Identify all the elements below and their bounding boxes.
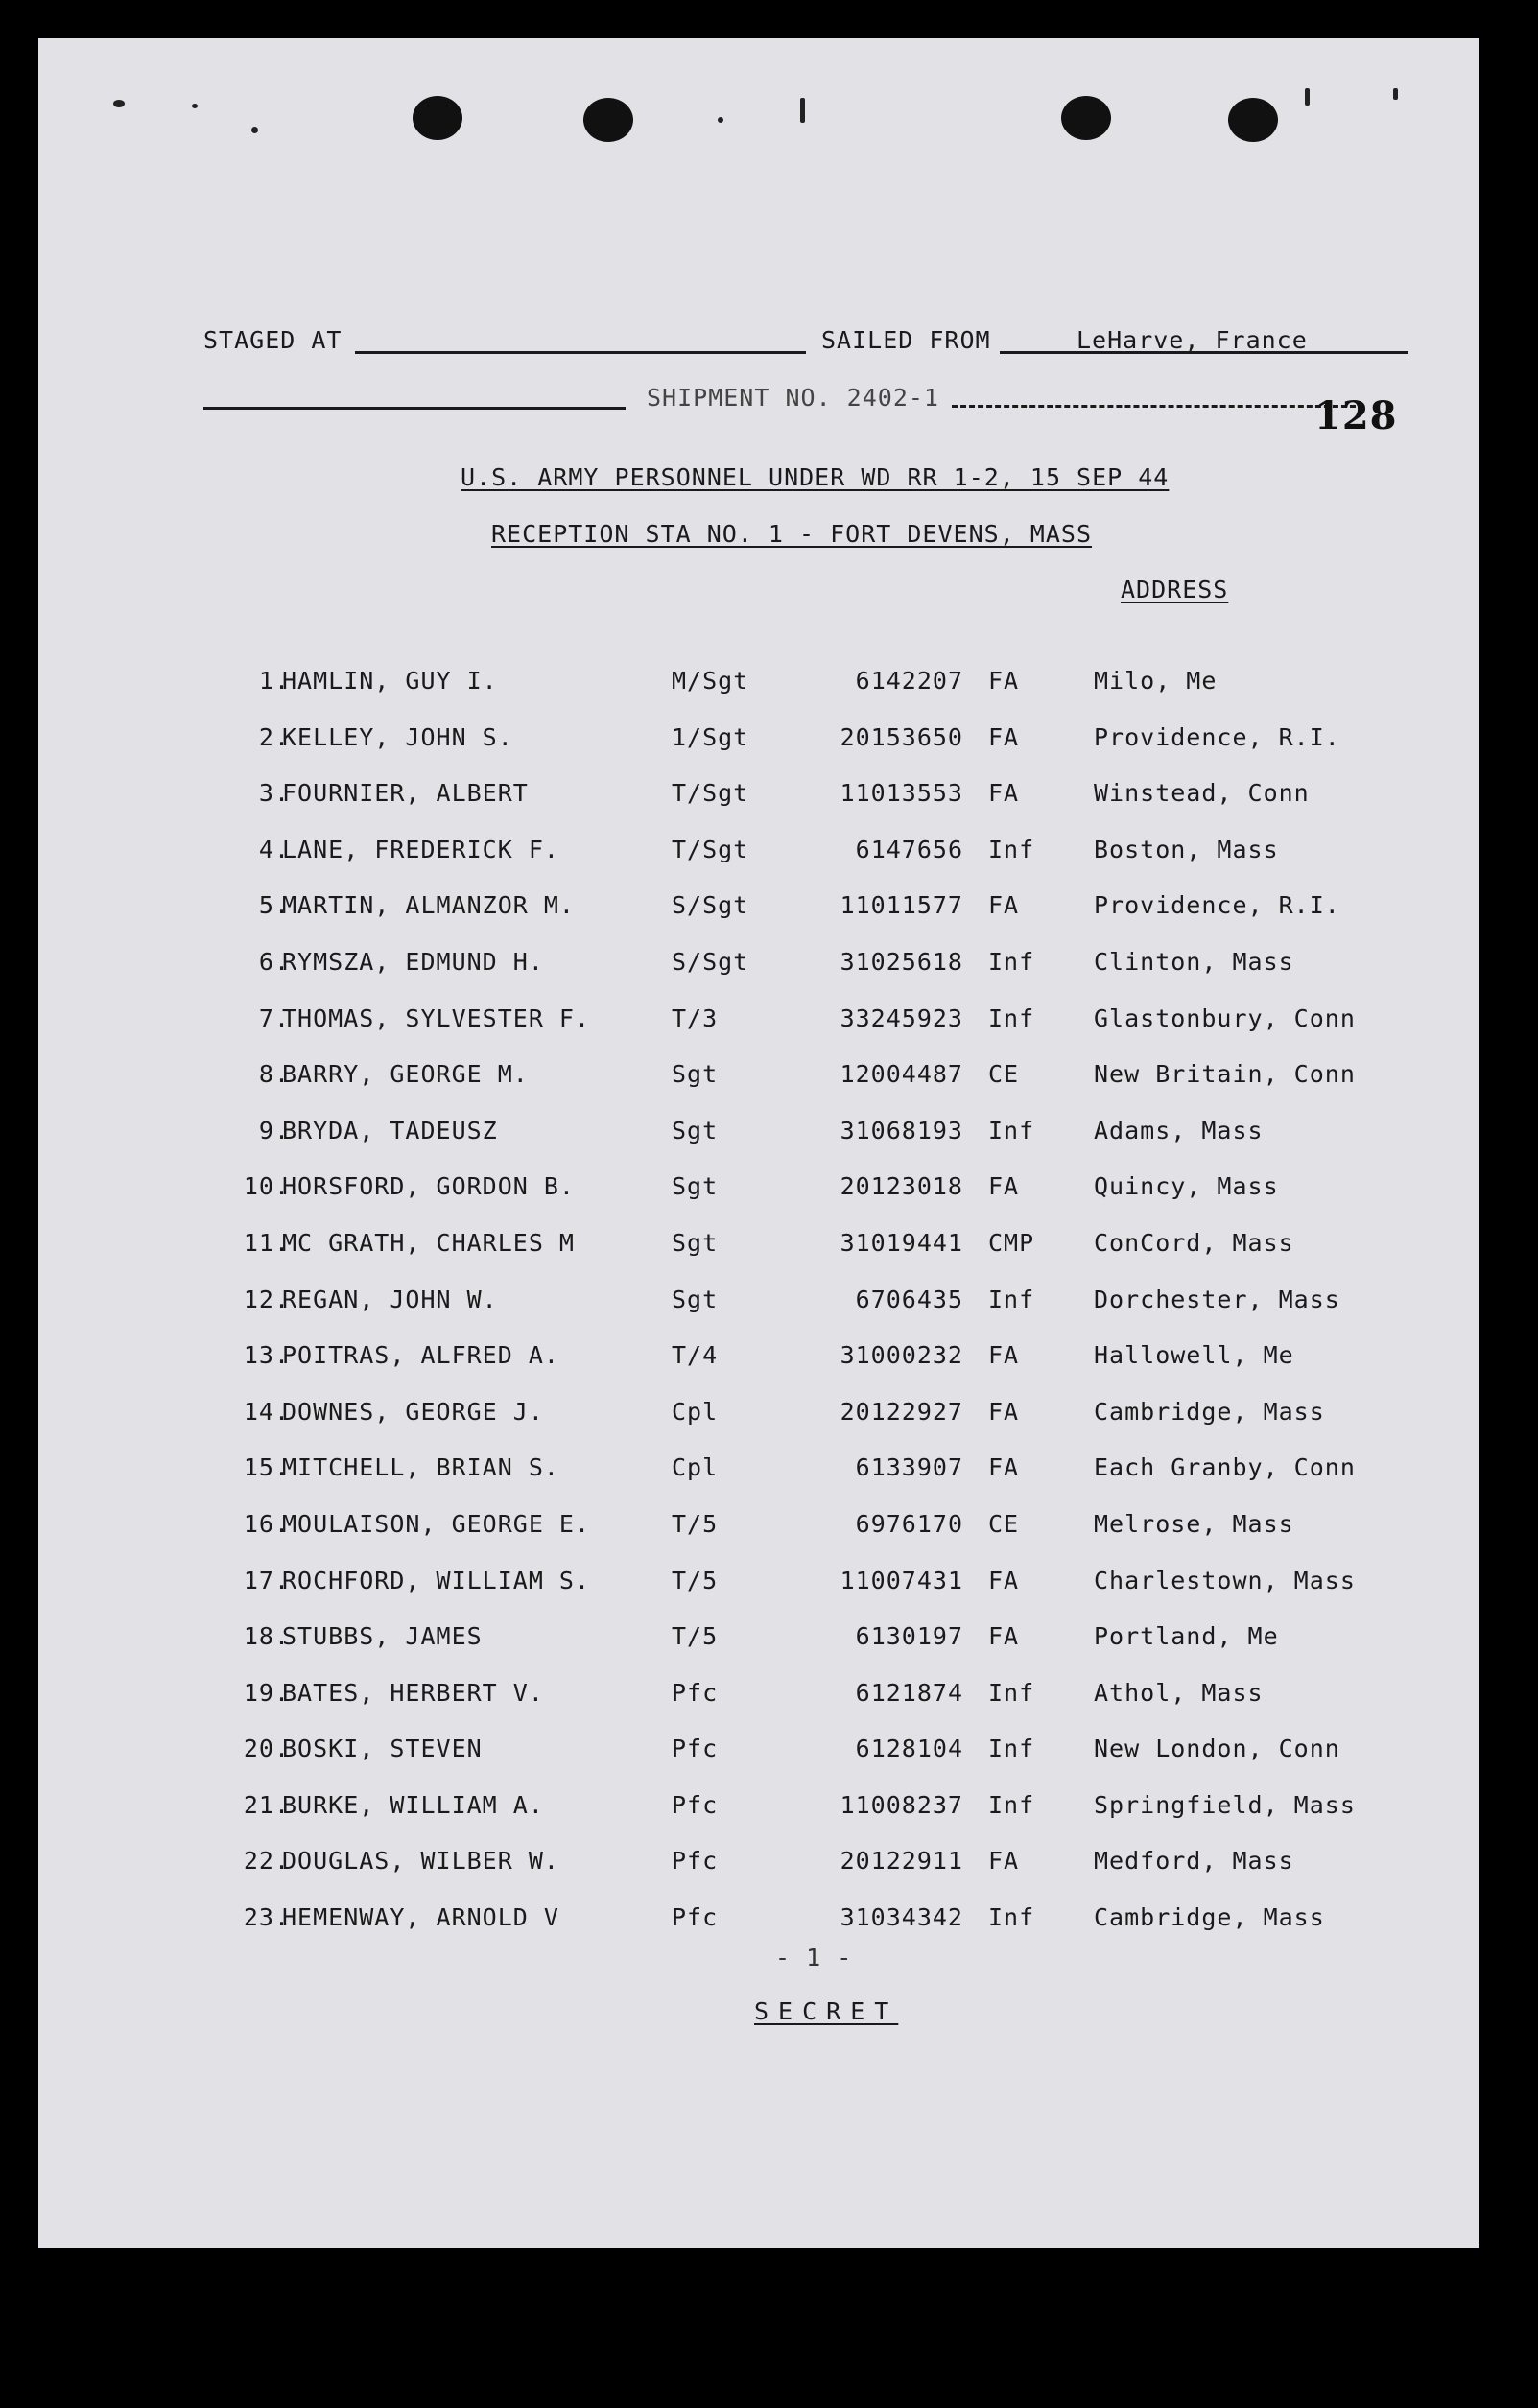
shipment-line-left (203, 407, 626, 410)
person-rank: S/Sgt (672, 947, 749, 976)
person-rank: Pfc (672, 1678, 719, 1707)
row-number: 17. (243, 1566, 290, 1594)
person-rank: Sgt (672, 1285, 719, 1313)
person-name: HORSFORD, GORDON B. (282, 1172, 575, 1201)
row-number: 10. (243, 1172, 290, 1201)
personnel-row (38, 667, 1479, 723)
person-name: BARRY, GEORGE M. (282, 1060, 529, 1089)
ink-speck (718, 117, 723, 123)
row-number: 6. (258, 947, 290, 976)
address: Quincy, Mass (1094, 1172, 1279, 1201)
branch: FA (988, 1453, 1020, 1482)
address: New Britain, Conn (1094, 1060, 1356, 1089)
branch: FA (988, 891, 1020, 920)
personnel-row (38, 1622, 1479, 1679)
address: Boston, Mass (1094, 835, 1279, 863)
title-line-2: RECEPTION STA NO. 1 - FORT DEVENS, MASS (491, 520, 1092, 548)
row-number: 1. (258, 667, 290, 695)
serial-number: 11013553 (840, 779, 963, 808)
person-rank: Pfc (672, 1847, 719, 1876)
branch: FA (988, 1847, 1020, 1876)
personnel-row (38, 1453, 1479, 1510)
person-rank: Cpl (672, 1453, 719, 1482)
ink-speck (1393, 88, 1398, 100)
row-number: 23. (243, 1903, 290, 1932)
person-rank: T/Sgt (672, 779, 749, 808)
person-name: STUBBS, JAMES (282, 1622, 483, 1651)
row-number: 21. (243, 1790, 290, 1819)
person-name: RYMSZA, EDMUND H. (282, 947, 544, 976)
row-number: 22. (243, 1847, 290, 1876)
serial-number: 6142207 (855, 667, 963, 695)
person-rank: Pfc (672, 1903, 719, 1932)
personnel-row (38, 1903, 1479, 1960)
ink-speck (251, 127, 258, 133)
branch: Inf (988, 1735, 1035, 1763)
branch: Inf (988, 1116, 1035, 1145)
person-rank: Cpl (672, 1397, 719, 1426)
ink-speck (192, 104, 198, 108)
person-name: POITRAS, ALFRED A. (282, 1341, 559, 1370)
address: ConCord, Mass (1094, 1228, 1294, 1257)
personnel-row (38, 1229, 1479, 1286)
address: Each Granby, Conn (1094, 1453, 1356, 1482)
person-rank: 1/Sgt (672, 722, 749, 751)
serial-number: 6128104 (855, 1735, 963, 1763)
serial-number: 33245923 (840, 1003, 963, 1032)
address: Glastonbury, Conn (1094, 1003, 1356, 1032)
row-number: 2. (258, 722, 290, 751)
serial-number: 31025618 (840, 947, 963, 976)
row-number: 11. (243, 1228, 290, 1257)
address: Clinton, Mass (1094, 947, 1294, 976)
sailed-from-label: SAILED FROM (821, 326, 991, 354)
branch: FA (988, 1172, 1020, 1201)
person-rank: T/Sgt (672, 835, 749, 863)
person-rank: Pfc (672, 1790, 719, 1819)
document-page (38, 38, 1479, 2248)
page-marker: - 1 - (775, 1944, 853, 1971)
address-heading: ADDRESS (1121, 576, 1229, 603)
serial-number: 31019441 (840, 1228, 963, 1257)
row-number: 5. (258, 891, 290, 920)
personnel-row (38, 1398, 1479, 1454)
personnel-row (38, 1567, 1479, 1623)
row-number: 14. (243, 1397, 290, 1426)
title-line-1: U.S. ARMY PERSONNEL UNDER WD RR 1-2, 15 SEP 44 (461, 463, 1170, 491)
page-stamp-number: 128 (1314, 393, 1398, 438)
person-name: ROCHFORD, WILLIAM S. (282, 1566, 591, 1594)
person-rank: M/Sgt (672, 667, 749, 695)
person-name: BOSKI, STEVEN (282, 1735, 483, 1763)
address: Milo, Me (1094, 667, 1218, 695)
person-rank: Sgt (672, 1172, 719, 1201)
personnel-row (38, 1847, 1479, 1903)
personnel-row (38, 723, 1479, 780)
row-number: 7. (258, 1003, 290, 1032)
personnel-row (38, 891, 1479, 948)
person-name: DOWNES, GEORGE J. (282, 1397, 544, 1426)
address: Winstead, Conn (1094, 779, 1310, 808)
personnel-row (38, 948, 1479, 1004)
personnel-row (38, 1117, 1479, 1173)
address: Cambridge, Mass (1094, 1903, 1325, 1932)
staged-at-line (355, 351, 806, 354)
serial-number: 6976170 (855, 1509, 963, 1538)
branch: FA (988, 779, 1020, 808)
personnel-row (38, 1679, 1479, 1735)
row-number: 20. (243, 1735, 290, 1763)
person-name: THOMAS, SYLVESTER F. (282, 1003, 591, 1032)
row-number: 12. (243, 1285, 290, 1313)
personnel-row (38, 1286, 1479, 1342)
person-rank: S/Sgt (672, 891, 749, 920)
ink-speck (113, 100, 125, 107)
branch: Inf (988, 1003, 1035, 1032)
row-number: 15. (243, 1453, 290, 1482)
personnel-row (38, 1735, 1479, 1791)
person-rank: T/3 (672, 1003, 719, 1032)
personnel-row (38, 1510, 1479, 1567)
person-name: HEMENWAY, ARNOLD V (282, 1903, 559, 1932)
serial-number: 6121874 (855, 1678, 963, 1707)
person-rank: Sgt (672, 1116, 719, 1145)
ink-speck (1305, 88, 1310, 106)
row-number: 9. (258, 1116, 290, 1145)
branch: Inf (988, 947, 1035, 976)
address: Cambridge, Mass (1094, 1397, 1325, 1426)
person-rank: T/4 (672, 1341, 719, 1370)
person-name: BATES, HERBERT V. (282, 1678, 544, 1707)
branch: FA (988, 722, 1020, 751)
personnel-row (38, 1004, 1479, 1061)
row-number: 3. (258, 779, 290, 808)
serial-number: 20122911 (840, 1847, 963, 1876)
personnel-list (38, 667, 1479, 1960)
address: Providence, R.I. (1094, 891, 1340, 920)
serial-number: 31034342 (840, 1903, 963, 1932)
row-number: 16. (243, 1509, 290, 1538)
person-name: BURKE, WILLIAM A. (282, 1790, 544, 1819)
punch-hole (583, 98, 633, 142)
address: Springfield, Mass (1094, 1790, 1356, 1819)
personnel-row (38, 1791, 1479, 1848)
address: New London, Conn (1094, 1735, 1340, 1763)
row-number: 18. (243, 1622, 290, 1651)
person-name: MOULAISON, GEORGE E. (282, 1509, 591, 1538)
person-name: MITCHELL, BRIAN S. (282, 1453, 559, 1482)
person-rank: Sgt (672, 1060, 719, 1089)
personnel-row (38, 779, 1479, 836)
serial-number: 20122927 (840, 1397, 963, 1426)
serial-number: 6147656 (855, 835, 963, 863)
serial-number: 31000232 (840, 1341, 963, 1370)
serial-number: 6706435 (855, 1285, 963, 1313)
person-rank: Sgt (672, 1228, 719, 1257)
ink-speck (800, 98, 805, 123)
branch: FA (988, 1566, 1020, 1594)
personnel-row (38, 836, 1479, 892)
serial-number: 6133907 (855, 1453, 963, 1482)
person-rank: T/5 (672, 1509, 719, 1538)
serial-number: 11011577 (840, 891, 963, 920)
address: Hallowell, Me (1094, 1341, 1294, 1370)
shipment-line-right (952, 405, 1364, 408)
person-name: MARTIN, ALMANZOR M. (282, 891, 575, 920)
row-number: 4. (258, 835, 290, 863)
row-number: 13. (243, 1341, 290, 1370)
person-name: MC GRATH, CHARLES M (282, 1228, 575, 1257)
person-name: HAMLIN, GUY I. (282, 667, 498, 695)
branch: CE (988, 1509, 1020, 1538)
staged-at-label: STAGED AT (203, 326, 343, 354)
branch: Inf (988, 1678, 1035, 1707)
address: Dorchester, Mass (1094, 1285, 1340, 1313)
classification-marking: SECRET (754, 1997, 899, 2025)
person-name: LANE, FREDERICK F. (282, 835, 559, 863)
serial-number: 11008237 (840, 1790, 963, 1819)
branch: CE (988, 1060, 1020, 1089)
serial-number: 6130197 (855, 1622, 963, 1651)
personnel-row (38, 1172, 1479, 1229)
branch: FA (988, 1397, 1020, 1426)
sailed-from-value: LeHarve, France (1077, 326, 1308, 354)
person-name: KELLEY, JOHN S. (282, 722, 513, 751)
punch-hole (413, 96, 462, 140)
branch: FA (988, 1622, 1020, 1651)
person-rank: T/5 (672, 1622, 719, 1651)
branch: FA (988, 1341, 1020, 1370)
branch: Inf (988, 1903, 1035, 1932)
serial-number: 12004487 (840, 1060, 963, 1089)
branch: FA (988, 667, 1020, 695)
serial-number: 31068193 (840, 1116, 963, 1145)
person-name: FOURNIER, ALBERT (282, 779, 529, 808)
person-name: REGAN, JOHN W. (282, 1285, 498, 1313)
serial-number: 11007431 (840, 1566, 963, 1594)
person-name: DOUGLAS, WILBER W. (282, 1847, 559, 1876)
person-rank: Pfc (672, 1735, 719, 1763)
address: Portland, Me (1094, 1622, 1279, 1651)
branch: CMP (988, 1228, 1035, 1257)
branch: Inf (988, 1790, 1035, 1819)
serial-number: 20153650 (840, 722, 963, 751)
personnel-row (38, 1341, 1479, 1398)
address: Medford, Mass (1094, 1847, 1294, 1876)
branch: Inf (988, 1285, 1035, 1313)
punch-hole (1228, 98, 1278, 142)
branch: Inf (988, 835, 1035, 863)
shipment-number: SHIPMENT NO. 2402-1 (647, 384, 939, 412)
address: Providence, R.I. (1094, 722, 1340, 751)
address: Melrose, Mass (1094, 1509, 1294, 1538)
address: Charlestown, Mass (1094, 1566, 1356, 1594)
row-number: 8. (258, 1060, 290, 1089)
personnel-row (38, 1060, 1479, 1117)
row-number: 19. (243, 1678, 290, 1707)
serial-number: 20123018 (840, 1172, 963, 1201)
person-rank: T/5 (672, 1566, 719, 1594)
address: Athol, Mass (1094, 1678, 1264, 1707)
punch-hole (1061, 96, 1111, 140)
address: Adams, Mass (1094, 1116, 1264, 1145)
person-name: BRYDA, TADEUSZ (282, 1116, 498, 1145)
